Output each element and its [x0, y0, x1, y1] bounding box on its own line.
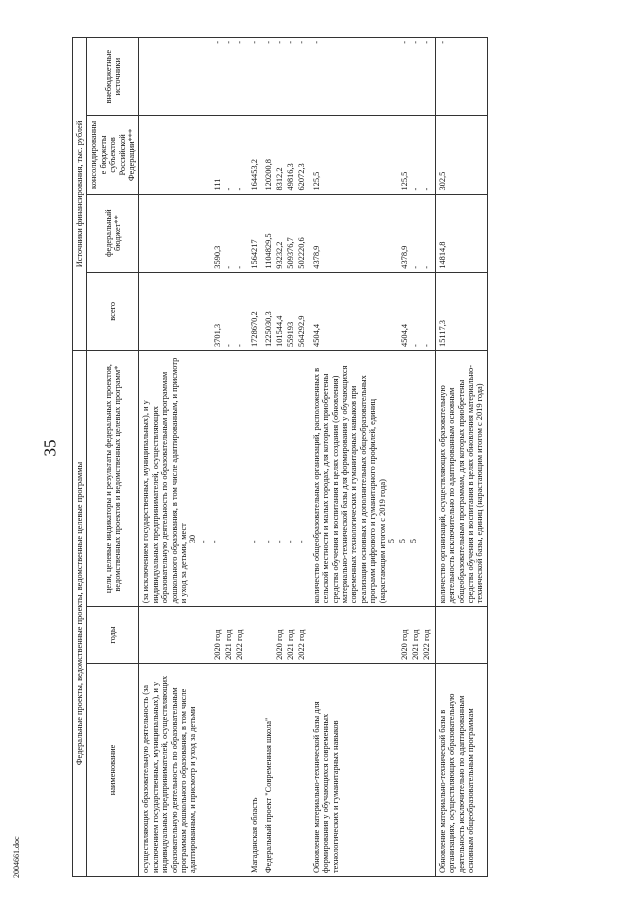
federal-value: 14814,8 — [435, 194, 487, 272]
offbudget-value: - — [311, 41, 321, 44]
indicator-value: 5 — [409, 539, 419, 544]
indicator-value: - — [285, 540, 295, 544]
offbudget-value: - — [248, 38, 261, 116]
regional-value: 302,5 — [435, 116, 487, 194]
federal-value: 502220,6 — [296, 237, 306, 269]
federal-value: 4378,9 — [311, 245, 321, 269]
total-value: 4504,4 — [311, 323, 321, 347]
header-total: всего — [87, 272, 139, 350]
header-projects: Федеральные проекты, ведомственные проекты, ведомственные целевые программы — [73, 350, 87, 876]
year-cell: 2021 год — [224, 629, 234, 660]
row-total — [310, 272, 436, 350]
rotated-table-container — [72, 37, 592, 877]
federal-value: - — [421, 265, 431, 269]
federal-value: 4378,9 — [399, 245, 409, 269]
indicator-value: 5 — [387, 539, 397, 544]
year-cell: 2022 год — [421, 629, 431, 660]
total-value: 564292,9 — [296, 315, 306, 347]
federal-value: 3590,3 — [213, 245, 223, 269]
regional-value: 125,5 — [311, 171, 321, 191]
total-value: - — [235, 344, 245, 347]
indicator-value: 5 — [398, 539, 408, 544]
federal-value: 509376,7 — [285, 237, 295, 269]
year-cell: 2022 год — [296, 629, 306, 660]
regional-value: - — [421, 187, 431, 191]
federal-value: 1564217 — [248, 194, 261, 272]
offbudget-value: - — [213, 41, 223, 44]
federal-value: 93232,2 — [274, 241, 284, 269]
indicator-value: 30 — [188, 534, 198, 544]
regional-value: 62072,3 — [296, 163, 306, 191]
row-federal — [262, 194, 310, 272]
header-name: наименование — [87, 663, 139, 876]
row-indicator — [310, 350, 436, 606]
table-row — [248, 38, 261, 877]
federal-value: - — [224, 265, 234, 269]
total-value: 4504,4 — [399, 323, 409, 347]
header-years: годы — [87, 607, 139, 664]
total-value: 1728670,2 — [248, 272, 261, 350]
row-federal — [310, 194, 436, 272]
offbudget-value: - — [435, 38, 487, 116]
indicator-value: - — [274, 540, 284, 544]
federal-value: - — [410, 265, 420, 269]
row-indicator — [262, 350, 310, 606]
year-cell: 2020 год — [399, 629, 409, 660]
regional-value: 49816,3 — [285, 163, 295, 191]
indicator-text: количество общеобразовательных организаций, расположенных в сельской местности и малых городах, для которых приобретены средства обучения и воспитания в целях создания (обновления) материально-технической базы для формирования у обучающихся современных технологических и гуманитарных навыков при реализации основных и дополнительных общеобразовательных программ цифрового и гуманитарного профилей, единиц (нарастающим итогом с 2019 года) — [311, 365, 387, 604]
row-federal — [139, 194, 249, 272]
indicator-value: - — [296, 540, 306, 544]
row-name: Магаданская область — [248, 663, 261, 876]
header-offbudget: внебюджетные источники — [87, 38, 139, 116]
row-indicator: количество организаций, осуществляющих образовательную деятельность исключительно по адаптированным основным общеобразовательным программам, для которых приобретены средства обучения и воспитания в целях обновления материально-технической базы, единиц (нарастающим итогом с 2019 года) — [435, 350, 487, 606]
offbudget-value: - — [410, 41, 420, 44]
indicator-value: - — [199, 540, 209, 544]
year-cell: 2021 год — [285, 629, 295, 660]
row-regional — [262, 116, 310, 194]
federal-value: 1104829,5 — [263, 233, 273, 269]
row-name: Обновление материально-технической базы в организациях, осуществляющих образовательную деятельность исключительно по адаптированным основным общеобразовательным программам — [435, 663, 487, 876]
page-number: 35 — [40, 439, 60, 457]
year-cell: 2022 год — [235, 629, 245, 660]
total-value: 101544,4 — [274, 315, 284, 347]
regional-value: 8312,2 — [274, 167, 284, 191]
row-regional — [310, 116, 436, 194]
regional-value: 120200,8 — [263, 159, 273, 191]
regional-value: - — [410, 187, 420, 191]
offbudget-value: - — [224, 41, 234, 44]
offbudget-value: - — [399, 41, 409, 44]
offbudget-value: - — [235, 41, 245, 44]
total-value: 3701,3 — [213, 323, 223, 347]
total-value: - — [421, 344, 431, 347]
header-funding-group: Источники финансирования, тыс. рублей — [73, 38, 87, 351]
offbudget-value: - — [285, 41, 295, 44]
total-value: - — [410, 344, 420, 347]
row-indicator: - — [248, 350, 261, 606]
header-federal: федеральный бюджет** — [87, 194, 139, 272]
table-row — [310, 38, 436, 877]
indicator-value: - — [263, 540, 273, 544]
row-offbudget — [262, 38, 310, 116]
row-years — [139, 607, 249, 664]
header-regional: консолидированные бюджеты субъектов Российской Федерации*** — [87, 116, 139, 194]
indicator-text: (за исключением государственных, муниципальных), и у индивидуальных предпринимателей, осуществляющих образовательную деятельность по образовательным программам дошкольного образования, в том числе адаптированным, и присмотр и уход за детьми, мест — [141, 357, 189, 604]
row-total — [262, 272, 310, 350]
row-indicator — [139, 350, 249, 606]
year-cell: 2020 год — [213, 629, 223, 660]
row-offbudget — [139, 38, 249, 116]
regional-value: 164453,2 — [248, 116, 261, 194]
total-value: 559193 — [285, 321, 295, 347]
row-name: осуществляющих образовательную деятельность (за исключением государственных, муниципальных), и у индивидуальных предпринимателей, осуществляющих образовательную деятельность по образовательным программам дошкольного образования, в том числе адаптированным, и присмотр и уход за детьми — [139, 663, 249, 876]
regional-value: 125,5 — [399, 171, 409, 191]
row-years — [435, 607, 487, 664]
table-row — [435, 38, 487, 877]
total-value: 1225030,3 — [263, 311, 273, 347]
header-indicators: цели, целевые индикаторы и результаты федеральных проектов, ведомственных проектов и ведомственных целевых программ* — [87, 350, 139, 606]
row-years — [262, 607, 310, 664]
row-offbudget — [310, 38, 436, 116]
offbudget-value: - — [421, 41, 431, 44]
year-cell: 2020 год — [274, 629, 284, 660]
row-regional — [139, 116, 249, 194]
total-value: 15117,3 — [435, 272, 487, 350]
regional-value: 111 — [213, 178, 223, 191]
row-name: Обновление материально-технической базы для формирования у обучающихся современных технологических и гуманитарных навыков — [310, 663, 436, 876]
year-cell: 2021 год — [410, 629, 420, 660]
offbudget-value: - — [263, 41, 273, 44]
document-code: 2004661.doc — [12, 836, 21, 878]
indicator-value: - — [210, 540, 220, 544]
funding-table — [72, 37, 488, 877]
table-row — [262, 38, 310, 877]
offbudget-value: - — [274, 41, 284, 44]
row-years — [310, 607, 436, 664]
offbudget-value: - — [296, 41, 306, 44]
federal-value: - — [235, 265, 245, 269]
table-row — [139, 38, 249, 877]
row-total — [139, 272, 249, 350]
total-value: - — [224, 344, 234, 347]
regional-value: - — [224, 187, 234, 191]
regional-value: - — [235, 187, 245, 191]
row-years — [248, 607, 261, 664]
row-name: Федеральный проект "Современная школа" — [262, 663, 310, 876]
